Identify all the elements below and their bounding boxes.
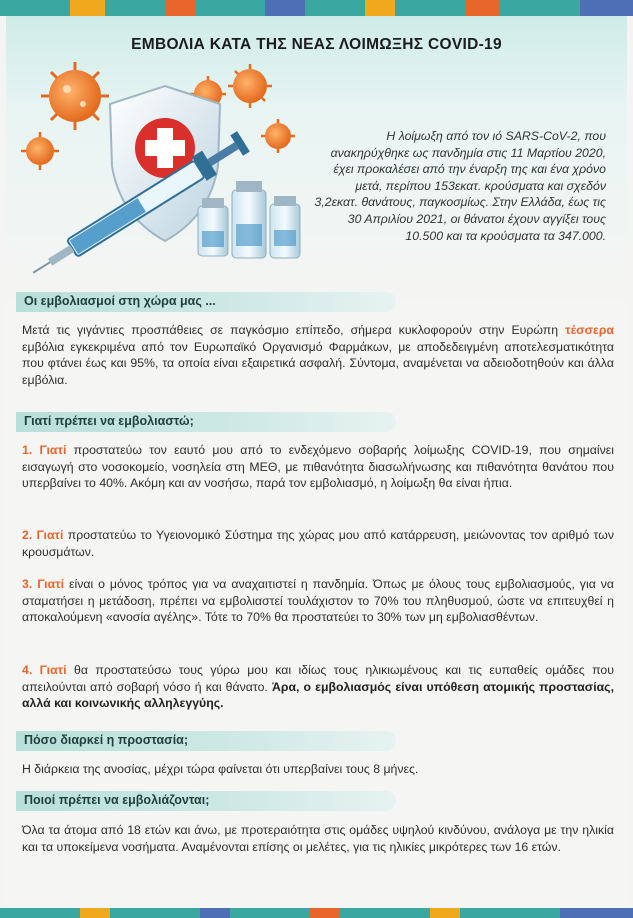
vial-icon	[198, 198, 228, 256]
vaccines-paragraph: Μετά τις γιγάντιες προσπάθειες σε παγκόσμιο επίπεδο, σήμερα κυκλοφορούν στην Ευρώπη τέσσερα εμβόλια εγκεκριμένα από τον Ευρωπαϊκό Οργανισμό Φαρμάκων, με αποδεδειγμένη αποτελεσματικότητα που φτάνει έως και 95%, τα οποία είναι εξαιρετικά ασφαλή. Σύντομα, αναμένεται να αδειοδοτηθούν και άλλα εμβόλια.	[22, 323, 614, 387]
vaccine-illustration	[20, 56, 310, 286]
section-heading-text: Πόσο διαρκεί η προστασία;	[24, 733, 189, 747]
virus-icon	[228, 64, 272, 108]
section-heading-why	[16, 412, 396, 432]
vial-icon	[270, 196, 300, 258]
section-heading-text: Ποιοί πρέπει να εμβολιάζονται;	[24, 793, 210, 807]
highlight-four: τέσσερα	[565, 323, 614, 337]
page-title: ΕΜΒΟΛΙΑ ΚΑΤΑ ΤΗΣ ΝΕΑΣ ΛΟΙΜΩΞΗΣ COVID-19	[131, 36, 502, 53]
duration-paragraph: Η διάρκεια της ανοσίας, μέχρι τώρα φαίνεται ότι υπερβαίνει τους 8 μήνες.	[22, 762, 419, 776]
top-color-stripe	[0, 0, 633, 16]
why-item-1: 1. Γιατί προστατεύω τον εαυτό μου από το ενδεχόμενο σοβαρής λοίμωξης COVID-19, που σημαίνει εισαγωγή στο νοσοκομείο, νοσηλεία στη ΜΕΘ, με πιθανότητα διασωλήνωσης και πιθανότητα θανάτου που υπερβαίνει το 40%. Ακόμη και αν νοσήσω, παρά τον εμβολιασμό, η λοίμωξη θα είναι ήπια.	[22, 443, 614, 491]
virus-icon	[41, 62, 109, 130]
vial-icon	[232, 181, 266, 258]
virus-icon	[261, 119, 295, 153]
section-heading-text: Γιατί πρέπει να εμβολιαστώ;	[24, 414, 194, 428]
why-item-2: 2. Γιατί προστατεύω το Υγειονομικό Σύστημα της χώρας μου από κατάρρευση, μειώνοντας τον αριθμό των κρουσμάτων.	[22, 528, 614, 559]
why-item-4: 4. Γιατί θα προστατεύσω τους γύρω μου και ιδίως τους ηλικιωμένους και τις ευπαθείς ομάδες που απειλούνται από σοβαρή νόσο ή και θάνατο. Άρα, ο εμβολιασμός είναι υπόθεση ατομικής προστασίας, αλλά και κοινωνικής αλληλεγγύης.	[22, 663, 614, 711]
virus-icon	[21, 132, 59, 170]
section-heading-duration	[16, 731, 396, 751]
section-heading-text: Οι εμβολιασμοί στη χώρα μας ...	[24, 294, 216, 308]
why-item-3: 3. Γιατί είναι ο μόνος τρόπος για να αναχαιτιστεί η πανδημία. Όπως με όλους τους εμβολιασμούς, για να σταματήσει η μετάδοση, πρέπει να εμβολιαστεί τουλάχιστον το 70% του πληθυσμού, ώστε να επιτευχθεί η αποκαλούμενη «ανοσία αγέλης». Τότε το 70% θα προστατεύει το 30% των μη εμβολιασθέντων.	[22, 577, 614, 625]
who-paragraph: Όλα τα άτομα από 18 ετών και άνω, με προτεραιότητα στις ομάδες υψηλού κινδύνου, ανάλογα με την ηλικία και τα υποκείμενα νοσήματα. Αναμένονται επίσης οι μελέτες, για τις ηλικίες μικρότερες των 16 ετών.	[22, 823, 614, 854]
section-heading-who	[16, 791, 396, 811]
section-heading-vaccines	[16, 292, 396, 312]
bottom-color-stripe	[0, 908, 633, 918]
intro-paragraph: Η λοίμωξη από τον ιό SARS-CoV-2, που ανακηρύχθηκε ως πανδημία στις 11 Μαρτίου 2020, έχει προκαλέσει από την έναρξη της και ένα χρόνο μετά, περίπου 153εκατ. κρούσματα και σχεδόν 3,2εκατ. θανάτους, παγκοσμίως. Στην Ελλάδα, έως τις 30 Απριλίου 2021, οι θάνατοι έχουν αγγίξει τους 10.500 και τα κρούσματα τα 347.000.	[314, 129, 606, 243]
